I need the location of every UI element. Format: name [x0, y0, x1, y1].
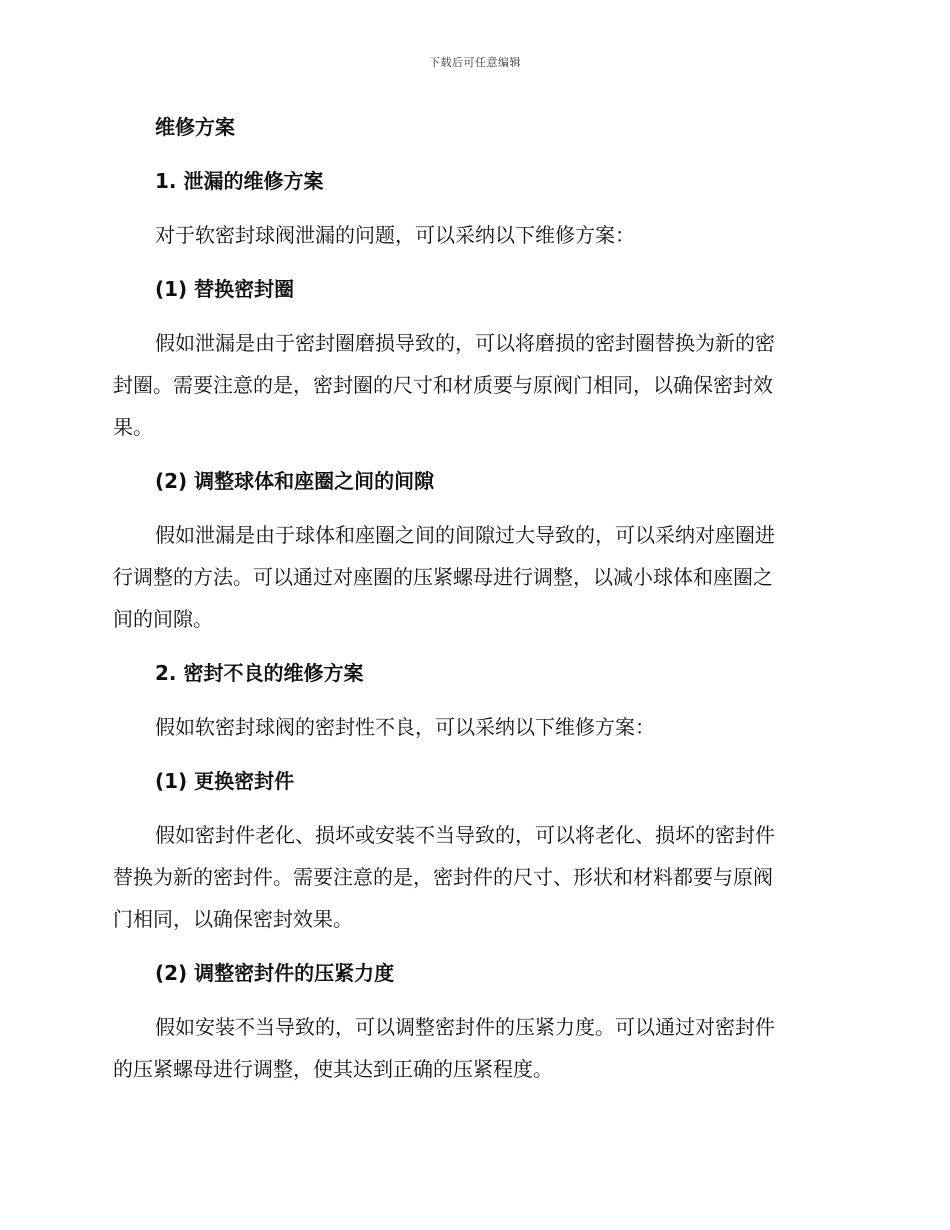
section-1-item-1-paragraph: [113, 322, 833, 448]
paragraph-line: 封圈。需要注意的是，密封圈的尺寸和材质要与原阀门相同，以确保密封效: [113, 373, 773, 397]
paragraph-line: 替换为新的密封件。需要注意的是，密封件的尺寸、形状和材料都要与原阀: [113, 865, 773, 889]
section-2-item-2-paragraph: [113, 1006, 833, 1090]
page-header: 下载后可任意编辑: [429, 56, 521, 69]
paragraph-line: 假如安装不当导致的，可以调整密封件的压紧力度。可以通过对密封件: [155, 1015, 775, 1039]
paragraph-line: 假如泄漏是由于球体和座圈之间的间隙过大导致的，可以采纳对座圈进: [155, 523, 775, 547]
paragraph-line: 行调整的方法。可以通过对座圈的压紧螺母进行调整，以减小球体和座圈之: [113, 565, 773, 589]
paragraph-line: 假如密封件老化、损坏或安装不当导致的，可以将老化、损坏的密封件: [155, 823, 775, 847]
section-2-intro: 假如软密封球阀的密封性不良，可以采纳以下维修方案：: [155, 715, 655, 739]
section-2-item-2-heading: (2) 调整密封件的压紧力度: [155, 961, 395, 985]
section-1-heading: 1. 泄漏的维修方案: [155, 169, 324, 193]
paragraph-line: 果。: [113, 415, 153, 439]
section-1-item-2-paragraph: [113, 514, 833, 640]
section-2-heading: 2. 密封不良的维修方案: [155, 661, 364, 685]
paragraph-line: 间的间隙。: [113, 607, 213, 631]
section-1-item-1-heading: (1) 替换密封圈: [155, 277, 295, 301]
document-body: [113, 106, 833, 1102]
paragraph-line: 的压紧螺母进行调整，使其达到正确的压紧程度。: [113, 1057, 553, 1081]
paragraph-line: 门相同，以确保密封效果。: [113, 907, 353, 931]
paragraph-line: 假如泄漏是由于密封圈磨损导致的，可以将磨损的密封圈替换为新的密: [155, 331, 775, 355]
document-title: 维修方案: [155, 115, 235, 139]
section-1-intro: 对于软密封球阀泄漏的问题，可以采纳以下维修方案：: [155, 223, 635, 247]
section-1-item-2-heading: (2) 调整球体和座圈之间的间隙: [155, 469, 435, 493]
section-2-item-1-paragraph: [113, 814, 833, 940]
section-2-item-1-heading: (1) 更换密封件: [155, 769, 295, 793]
